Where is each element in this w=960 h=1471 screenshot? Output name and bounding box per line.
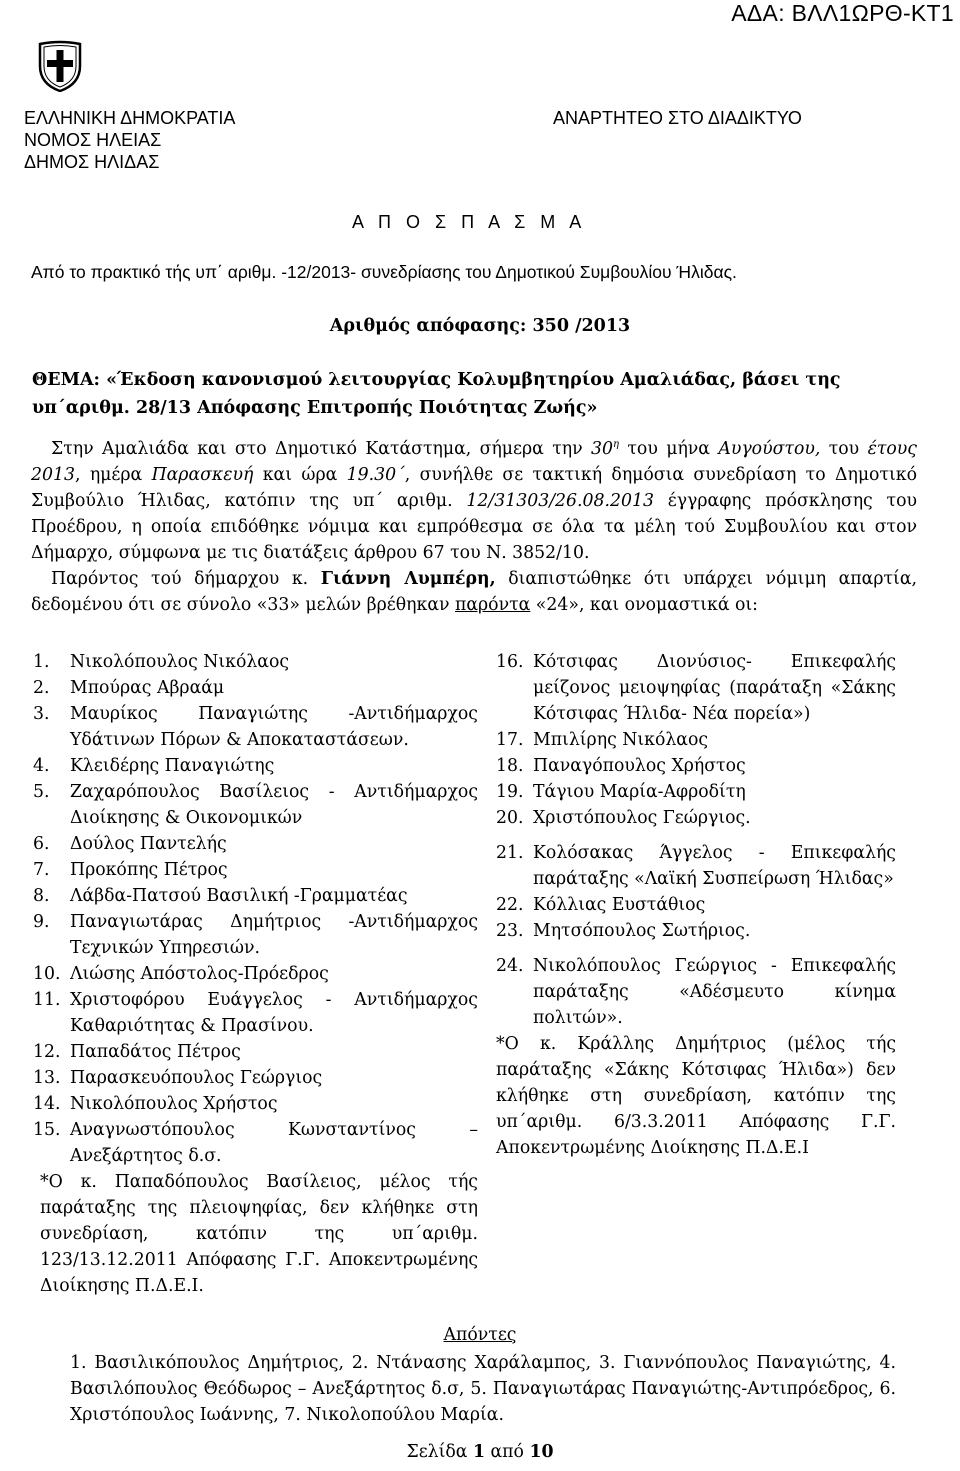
list-item xyxy=(33,909,478,961)
list-item xyxy=(33,675,478,701)
list-item xyxy=(33,1065,478,1091)
list-item xyxy=(496,805,896,831)
list-item xyxy=(33,1117,478,1169)
member-name: Κόλλιας Ευστάθιος xyxy=(533,895,706,915)
member-name: Παναγόπουλος Χρήστος xyxy=(533,756,746,776)
absent-title: Απόντες xyxy=(443,1325,517,1345)
member-name: Μητσόπουλος Σωτήριος. xyxy=(533,921,751,941)
member-name: Αναγνωστόπουλος Κωνσταντίνος – Ανεξάρτητος δ.σ. xyxy=(70,1120,478,1166)
item-number: 17. xyxy=(496,730,524,750)
list-item xyxy=(33,831,478,857)
member-name: Μπιλίρης Νικόλαος xyxy=(533,730,709,750)
member-name: Παπαδάτος Πέτρος xyxy=(70,1042,241,1062)
member-name: Νικολόπουλος Χρήστος xyxy=(70,1094,278,1114)
item-number: 2. xyxy=(33,678,50,698)
item-number: 19. xyxy=(496,782,524,802)
absence-note: *Ο κ. Παπαδόπουλος Βασίλειος, μέλος τής παράταξης της πλειοψηφίας, δεν κλήθηκε στη συνεδρίαση, κατόπιν της υπ΄αριθμ. 123/13.12.2011 Απόφασης Γ.Γ. Αποκεντρωμένης Διοίκησης Π.Δ.Ε.Ι. xyxy=(40,1172,478,1296)
list-item xyxy=(33,987,478,1039)
greek-coat-of-arms-icon xyxy=(37,40,83,92)
header-prefecture: ΝΟΜΟΣ ΗΛΕΙΑΣ xyxy=(24,130,162,150)
list-item xyxy=(496,779,896,805)
member-name: Δούλος Παντελής xyxy=(70,834,227,854)
member-name: Κλειδέρης Παναγιώτης xyxy=(70,756,275,776)
list-item xyxy=(33,649,478,675)
list-item xyxy=(33,857,478,883)
member-name: Κότσιφας Διονύσιος- Επικεφαλής μείζονος μειοψηφίας (παράταξη «Σάκης Κότσιφας Ήλιδα- Νέα πορεία») xyxy=(533,652,896,724)
list-item xyxy=(496,953,896,1031)
list-item xyxy=(33,961,478,987)
member-name: Μαυρίκος Παναγιώτης -Αντιδήμαρχος Υδάτινων Πόρων & Αποκαταστάσεων. xyxy=(70,704,478,750)
item-number: 16. xyxy=(496,652,524,672)
item-number: 13. xyxy=(33,1068,61,1088)
item-number: 6. xyxy=(33,834,50,854)
list-item xyxy=(33,1039,478,1065)
absence-note: *Ο κ. Κράλλης Δημήτριος (μέλος τής παράταξης «Σάκης Κότσιφας Ήλιδα») δεν κλήθηκε στη συνεδρίαση, κατόπιν της υπ΄αριθμ. 6/3.3.2011 Απόφασης Γ.Γ. Αποκεντρωμένης Διοίκησης Π.Δ.Ε.Ι xyxy=(496,1034,896,1158)
list-item xyxy=(33,1091,478,1117)
item-number: 24. xyxy=(496,956,524,976)
item-number: 15. xyxy=(33,1120,61,1140)
item-number: 11. xyxy=(33,990,61,1010)
item-number: 18. xyxy=(496,756,524,776)
list-item xyxy=(496,727,896,753)
absent-members: 1. Βασιλικόπουλος Δημήτριος, 2. Ντάνασης Χαράλαμπος, 3. Γιαννόπουλος Παναγιώτης, 4. Βασιλόπουλος Θεόδωρος – Ανεξάρτητος δ.σ, 5. Παναγιωτάρας Παναγιώτης-Αντιπρόεδρος, 6. Χριστόπουλος Ιωάννης, 7. Νικολοπούλου Μαρία. xyxy=(70,1353,896,1425)
list-item xyxy=(496,649,896,727)
issuer-header xyxy=(24,107,235,173)
subject: ΘΕΜΑ: «Έκδοση κανονισμού λειτουργίας Κολυμβητηρίου Αμαλιάδας, βάσει της υπ΄αριθμ. 28/13 Απόφασης Επιτροπής Ποιότητας Ζωής» xyxy=(32,370,841,418)
member-name: Λιώσης Απόστολος-Πρόεδρος xyxy=(70,964,329,984)
member-name: Χριστοφόρου Ευάγγελος - Αντιδήμαρχος Καθαριότητας & Πρασίνου. xyxy=(70,990,478,1036)
item-number: 14. xyxy=(33,1094,61,1114)
member-name: Μπούρας Αβραάμ xyxy=(70,678,225,698)
member-name: Ζαχαρόπουλος Βασίλειος - Αντιδήμαρχος Διοίκησης & Οικονομικών xyxy=(70,782,478,828)
item-number: 9. xyxy=(33,912,50,932)
quorum-paragraph: Παρόντος τού δήμαρχου κ. Γιάννη Λυμπέρη, διαπιστώθηκε ότι υπάρχει νόμιμη απαρτία, δεδομένου ότι σε σύνολο «33» μελών βρέθηκαν παρόντα «24», και ονομαστικά οι: xyxy=(31,568,917,615)
document-title: Α Π Ο Σ Π Α Σ Μ Α xyxy=(352,212,587,232)
member-name: Κολόσακας Άγγελος - Επικεφαλής παράταξης «Λαϊκή Συσπείρωση Ήλιδας» xyxy=(533,843,896,889)
item-number: 8. xyxy=(33,886,50,906)
list-item xyxy=(33,883,478,909)
list-item xyxy=(496,918,896,944)
minutes-reference: Από το πρακτικό τής υπ΄ αριθμ. -12/2013- συνεδρίασης του Δημοτικού Συμβουλίου Ήλιδας. xyxy=(31,262,737,282)
member-name: Λάβδα-Πατσού Βασιλική -Γραμματέας xyxy=(70,886,408,906)
item-number: 21. xyxy=(496,843,524,863)
body-text xyxy=(31,432,917,618)
item-number: 12. xyxy=(33,1042,61,1062)
list-item xyxy=(33,779,478,831)
ada-stamp: ΑΔΑ: ΒΛΛ1ΩΡΘ-ΚΤ1 xyxy=(731,0,954,26)
member-name: Παναγιωτάρας Δημήτριος -Αντιδήμαρχος Τεχνικών Υπηρεσιών. xyxy=(70,912,478,958)
session-paragraph: Στην Αμαλιάδα και στο Δημοτικό Κατάστημα, σήμερα την $30^\eta$ του μήνα Αυγούστου, του έτους 2013, ημέρα Παρασκευή και ώρα 19.30΄, συνήλθε σε τακτική δημόσια συνεδρίαση το Δημοτικό Συμβούλιο Ήλιδας, κατόπιν της υπ΄ αριθμ. 12/31303/26.08.2013 έγγραφης πρόσκλησης του Προέδρου, η οποία επιδόθηκε νόμιμα και εμπρόθεσμα σε όλα τα μέλη τού Συμβουλίου και στον Δήμαρχο, σύμφωνα με τις διατάξεις άρθρου 67 του Ν. 3852/10. xyxy=(31,438,917,563)
item-number: 10. xyxy=(33,964,61,984)
member-name: Νικολόπουλος Νικόλαος xyxy=(70,652,290,672)
header-municipality: ΔΗΜΟΣ ΗΛΙΔΑΣ xyxy=(24,152,160,172)
item-number: 5. xyxy=(33,782,50,802)
publish-notice: ΑΝΑΡΤΗΤΕΟ ΣΤΟ ΔΙΑΔΙΚΤΥΟ xyxy=(553,108,802,128)
item-number: 7. xyxy=(33,860,50,880)
present-members-right xyxy=(496,649,896,1161)
list-item xyxy=(33,753,478,779)
decision-number: Αριθμός απόφασης: 350 /2013 xyxy=(329,316,631,336)
item-number: 20. xyxy=(496,808,524,828)
list-item xyxy=(496,892,896,918)
list-item xyxy=(496,753,896,779)
item-number: 1. xyxy=(33,652,50,672)
item-number: 3. xyxy=(33,704,50,724)
member-name: Παρασκευόπουλος Γεώργιος xyxy=(70,1068,323,1088)
item-number: 22. xyxy=(496,895,524,915)
item-number: 23. xyxy=(496,921,524,941)
page-number: Σελίδα 1 από 10 xyxy=(406,1442,554,1462)
item-number: 4. xyxy=(33,756,50,776)
present-members-left xyxy=(33,649,478,1299)
list-item xyxy=(496,840,896,892)
member-name: Προκόπης Πέτρος xyxy=(70,860,228,880)
member-name: Χριστόπουλος Γεώργιος. xyxy=(533,808,751,828)
member-name: Νικολόπουλος Γεώργιος - Επικεφαλής παράταξης «Αδέσμευτο κίνημα πολιτών». xyxy=(533,956,896,1028)
header-republic: ΕΛΛΗΝΙΚΗ ΔΗΜΟΚΡΑΤΙΑ xyxy=(24,108,236,128)
member-name: Τάγιου Μαρία-Αφροδίτη xyxy=(533,782,746,802)
list-item xyxy=(33,701,478,753)
